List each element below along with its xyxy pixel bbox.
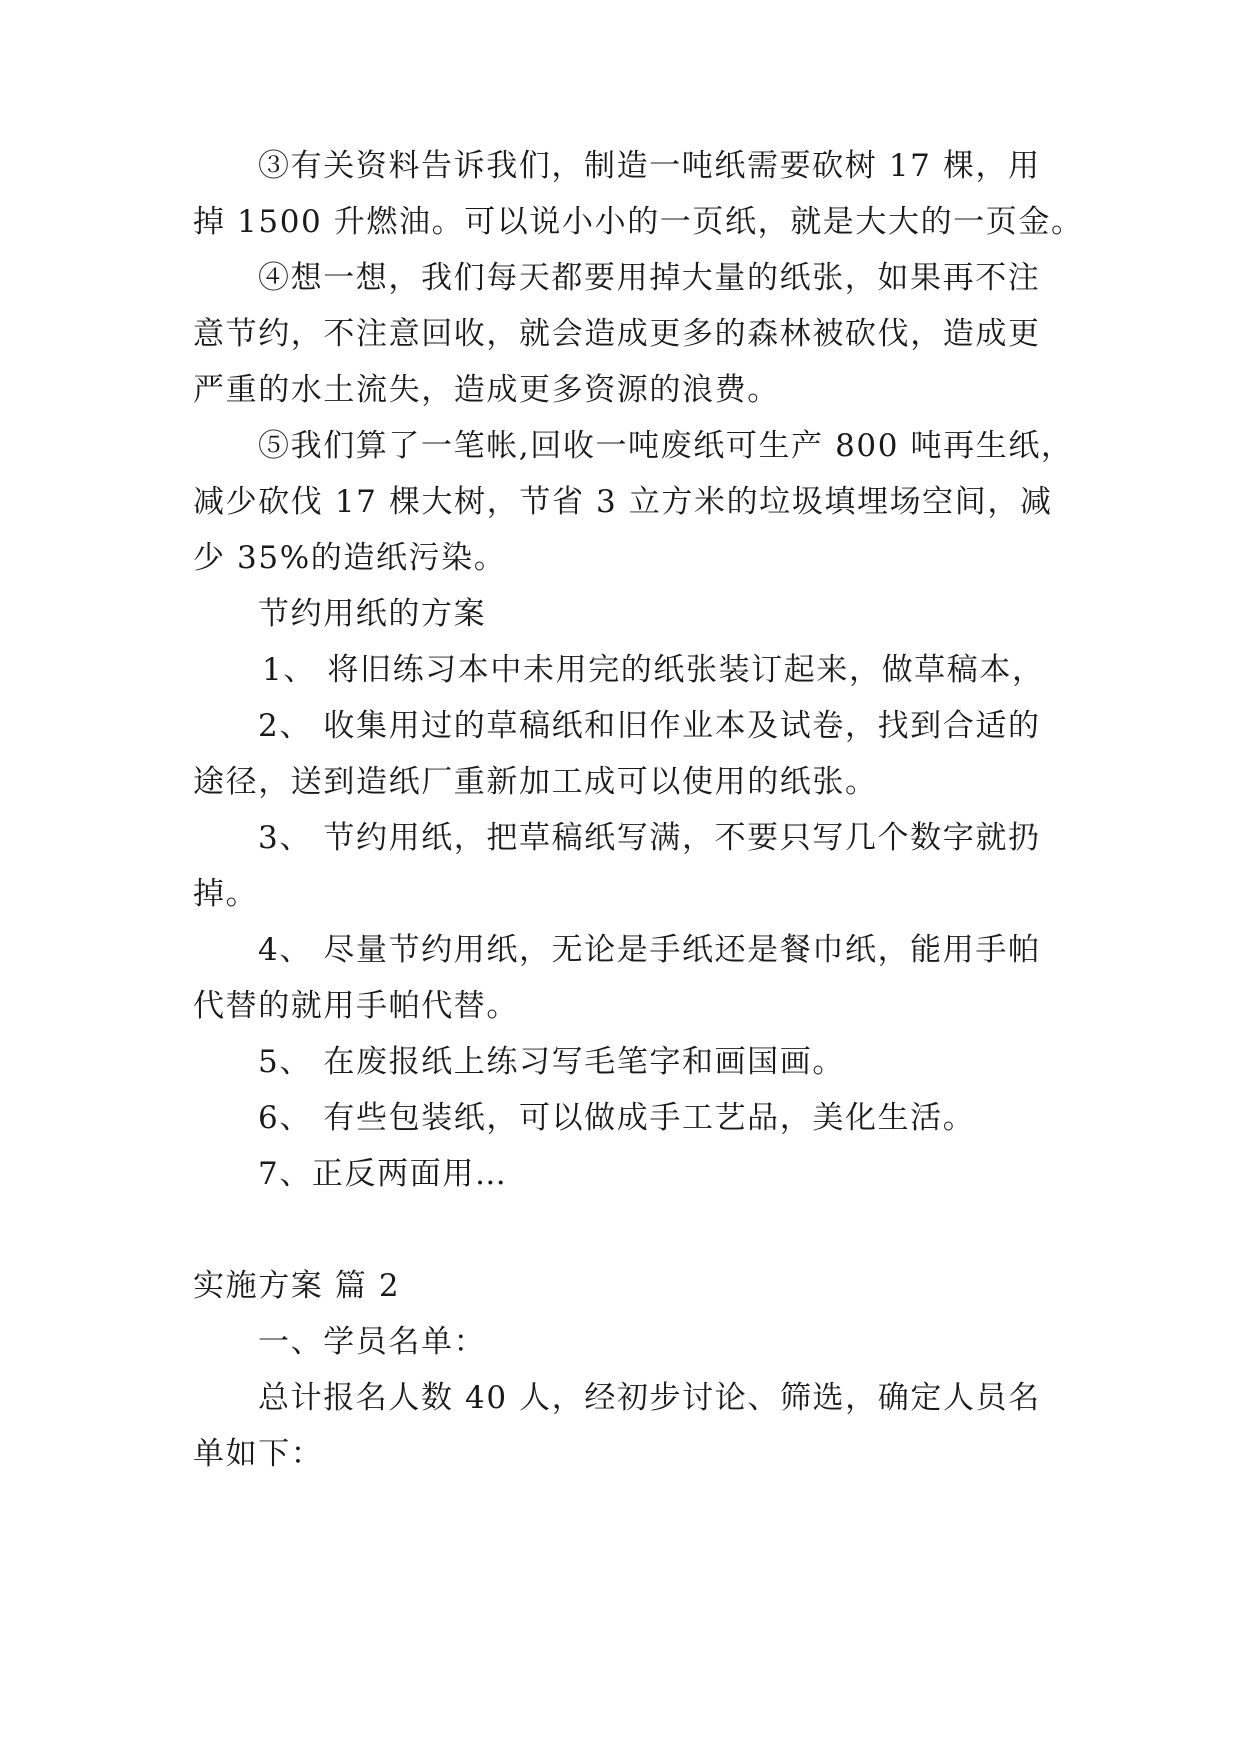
para1-line1: ③有关资料告诉我们，制造一吨纸需要砍树 17 棵，用 xyxy=(258,148,1041,184)
list-item-3-line2: 掉。 xyxy=(193,876,259,912)
list-item-4-line2: 代替的就用手帕代替。 xyxy=(193,988,519,1024)
list-item-6: 6、 有些包装纸，可以做成手工艺品，美化生活。 xyxy=(258,1100,976,1136)
para3-line3: 少 35%的造纸污染。 xyxy=(193,540,507,576)
para1-line2: 掉 1500 升燃油。可以说小小的一页纸，就是大大的一页金。 xyxy=(193,204,1084,240)
list-item-5: 5、 在废报纸上练习写毛笔字和画国画。 xyxy=(258,1044,845,1080)
para2-line1: ④想一想，我们每天都要用掉大量的纸张，如果再不注 xyxy=(258,260,1041,296)
section2-text-line2: 单如下： xyxy=(193,1436,324,1472)
list-item-4-line1: 4、 尽量节约用纸，无论是手纸还是餐巾纸，能用手帕 xyxy=(258,932,1041,968)
list-item-2-line2: 途径，送到造纸厂重新加工成可以使用的纸张。 xyxy=(193,764,878,800)
section2-text-line1: 总计报名人数 40 人，经初步讨论、筛选，确定人员名 xyxy=(258,1380,1041,1416)
para3-line2: 减少砍伐 17 棵大树，节省 3 立方米的垃圾填埋场空间，减 xyxy=(193,484,1053,520)
plan-title: 节约用纸的方案 xyxy=(258,596,487,632)
para2-line2: 意节约，不注意回收，就会造成更多的森林被砍伐，造成更 xyxy=(193,316,1041,352)
list-item-2-line1: 2、 收集用过的草稿纸和旧作业本及试卷，找到合适的 xyxy=(258,708,1041,744)
section2-heading: 实施方案 篇 2 xyxy=(193,1268,401,1304)
list-item-7: 7、正反两面用… xyxy=(258,1156,508,1192)
para3-line1: ⑤我们算了一笔帐,回收一吨废纸可生产 800 吨再生纸， xyxy=(258,428,1074,464)
para2-line3: 严重的水土流失，造成更多资源的浪费。 xyxy=(193,372,780,408)
section2-subheading: 一、学员名单： xyxy=(258,1324,487,1360)
list-item-3-line1: 3、 节约用纸，把草稿纸写满，不要只写几个数字就扔 xyxy=(258,820,1041,856)
list-item-1: 1、 将旧练习本中未用完的纸张装订起来，做草稿本， xyxy=(262,652,1045,688)
